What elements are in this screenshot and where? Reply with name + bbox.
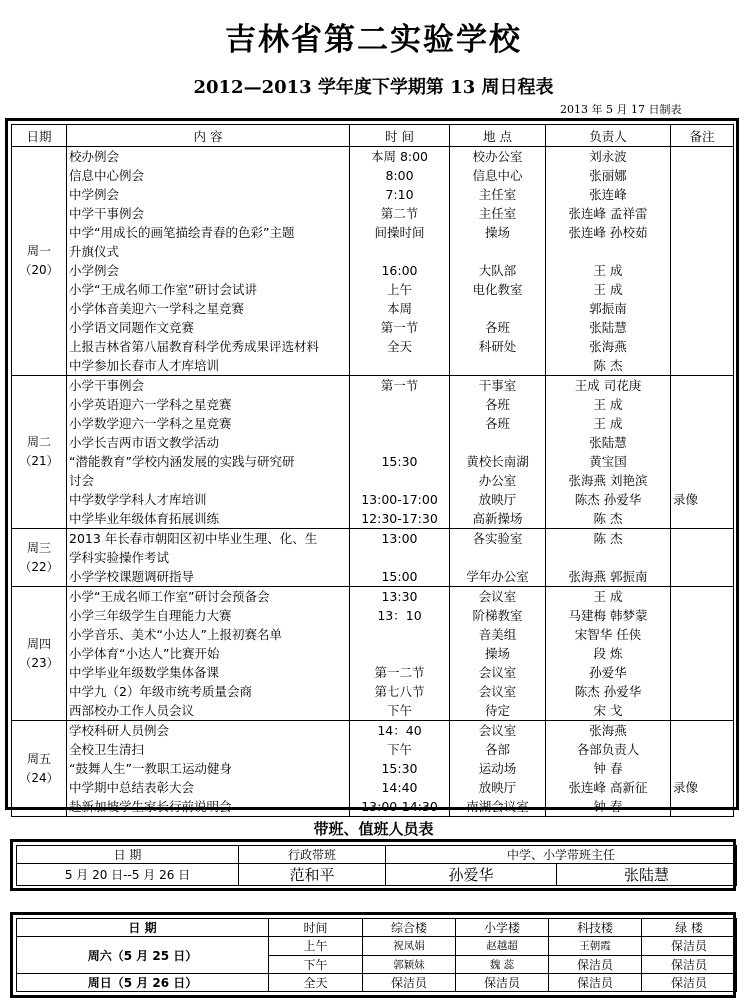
event-person: 张连峰 高新征: [568, 780, 648, 795]
event-place: 主任室: [478, 187, 517, 202]
event-person: 张连峰 孙校茹: [568, 225, 648, 240]
event-note: [673, 452, 731, 471]
event-content: 上报吉林省第八届教育科学优秀成果评选材料: [69, 339, 320, 354]
event-time: 全天: [386, 339, 412, 354]
person-cell: [546, 147, 671, 376]
event-content: 小学干事例会: [69, 378, 145, 393]
event-note: [673, 185, 731, 204]
event-place: 会议室: [478, 589, 517, 604]
event-place: [452, 299, 543, 318]
event-content: 小学例会: [69, 263, 120, 278]
event-place: [452, 548, 543, 567]
made-date: 2013 年 5 月 17 日制表: [560, 103, 682, 116]
day-block: [12, 147, 734, 376]
duty-row: [17, 864, 737, 886]
event-note: [673, 395, 731, 414]
event-note: [673, 606, 731, 625]
event-content: 小学语文同题作文竞赛: [69, 320, 195, 335]
event-content: 中学“用成长的画笔描绘青春的色彩”主题: [69, 225, 295, 240]
event-note: [673, 663, 731, 682]
event-content: 中学期中总结表彰大会: [69, 780, 195, 795]
event-place: 南湖会议室: [466, 799, 529, 814]
schedule-frame: [5, 118, 739, 814]
event-content: 小学音乐、美术“小达人”上报初赛名单: [69, 627, 282, 642]
event-person: 王 成: [593, 589, 623, 604]
event-content: 小学体音美迎六一学科之星竞赛: [69, 301, 245, 316]
event-place: 各班: [484, 416, 510, 431]
time-cell: [350, 376, 450, 529]
event-time: [352, 414, 447, 433]
event-place: 音美组: [478, 627, 517, 642]
event-time: 16:00: [381, 263, 418, 278]
event-time: 14:40: [381, 780, 418, 795]
event-note: [673, 567, 731, 586]
event-content: 西部校办工作人员会议: [69, 703, 195, 718]
event-place: 学年办公室: [466, 569, 529, 584]
event-time: 15:30: [381, 761, 418, 776]
event-time: [352, 625, 447, 644]
wk-header-date: 日 期: [17, 919, 269, 937]
event-place: 黄校长南湖: [466, 454, 529, 469]
event-note: [673, 223, 731, 242]
event-content: 中学干事例会: [69, 206, 145, 221]
note-cell: [671, 721, 734, 817]
event-person: 各部负责人: [576, 742, 640, 757]
wk-sun-d: 保洁员: [642, 973, 737, 991]
event-content: 中学数学学科人才库培训: [69, 492, 207, 507]
event-content: 学科实验操作考试: [69, 550, 170, 565]
weekend-duty-table: [16, 918, 737, 992]
wk-sat-pm-c: 保洁员: [549, 955, 642, 973]
wk-sun-c: 保洁员: [549, 973, 642, 991]
event-time: 第七八节: [374, 684, 425, 699]
day-number: （22）: [19, 559, 59, 574]
event-place: 信息中心: [472, 168, 523, 183]
event-person: 张连峰: [589, 187, 627, 202]
event-time: 第一节: [380, 378, 419, 393]
wk-header-time: 时间: [269, 919, 363, 937]
event-place: 办公室: [478, 473, 517, 488]
event-content: 中学例会: [69, 187, 120, 202]
time-cell: [350, 721, 450, 817]
duty-frame: [10, 839, 736, 891]
event-person: 段 炼: [593, 646, 623, 661]
event-person: 王 成: [593, 397, 623, 412]
event-note: [673, 471, 731, 490]
event-time: [352, 548, 447, 567]
note-cell: [671, 376, 734, 529]
wk-sat-am-b: 赵越超: [456, 937, 549, 955]
event-note: [673, 548, 731, 567]
event-content: 中学毕业年级数学集体备课: [69, 665, 220, 680]
event-note: [673, 529, 731, 548]
event-content: 中学毕业年级体育拓展训练: [69, 511, 220, 526]
event-note: [673, 433, 731, 452]
event-time: [352, 242, 447, 261]
time-cell: [350, 529, 450, 587]
event-person: 钟 春: [593, 761, 623, 776]
event-note: [673, 376, 731, 395]
event-place: 校办公室: [472, 149, 523, 164]
day-label: [12, 721, 67, 817]
day-name: 周四: [26, 636, 51, 651]
col-header-date: 日期: [12, 125, 67, 147]
wk-sun-date: 周日（5 月 26 日）: [17, 973, 269, 991]
weekend-sat-am-row: [17, 937, 737, 955]
event-place: 待定: [484, 703, 510, 718]
event-note: [673, 740, 731, 759]
event-place: 科研处: [478, 339, 517, 354]
event-place: 操场: [484, 225, 510, 240]
weekend-sun-row: [17, 973, 737, 991]
event-person: 张连峰 孟祥雷: [568, 206, 648, 221]
event-time: 第一节: [380, 320, 419, 335]
event-place: 放映厅: [478, 780, 517, 795]
event-person: 张海燕: [589, 723, 627, 738]
wk-sat-am-a: 祝凤娟: [363, 937, 456, 955]
event-content: “潜能教育”学校内涵发展的实践与研究研: [69, 454, 295, 469]
event-time: 13:00-17:00: [361, 492, 438, 507]
event-content: 2013 年长春市朝阳区初中毕业生理、化、生: [69, 531, 318, 546]
schedule-header-row: [12, 125, 734, 147]
event-note: [673, 644, 731, 663]
duty-table-title: 带班、值班人员表: [313, 820, 434, 838]
event-place: 干事室: [478, 378, 517, 393]
event-place: 各班: [484, 320, 510, 335]
duty-primary-teacher: 张陆慧: [557, 864, 737, 886]
event-content: 小学数学迎六一学科之星竞赛: [69, 416, 232, 431]
event-place: [452, 433, 543, 452]
event-content: 小学长吉两市语文教学活动: [69, 435, 220, 450]
duty-header-row: [17, 846, 737, 864]
duty-middle-teacher: 孙爱华: [386, 864, 557, 886]
school-title: 吉林省第二实验学校: [225, 22, 522, 58]
event-person: 张海燕 刘艳滨: [568, 473, 648, 488]
event-place: 电化教室: [472, 282, 523, 297]
col-header-person: 负责人: [546, 125, 671, 147]
wk-sat-am-c: 王朝霞: [549, 937, 642, 955]
event-content: 赴新加坡学生家长行前说明会: [69, 799, 232, 814]
wk-header-building-d: 绿 楼: [642, 919, 737, 937]
event-note: [673, 299, 731, 318]
event-person: 王成 司花庚: [574, 378, 642, 393]
event-content: 中学参加长春市人才库培训: [69, 358, 220, 373]
event-content: “鼓舞人生”一教职工运动健身: [69, 761, 232, 776]
event-content: 小学“王成名师工作室”研讨会预备会: [69, 589, 270, 604]
event-time: 本周 8:00: [370, 149, 429, 164]
day-block: [12, 376, 734, 529]
event-note: [673, 242, 731, 261]
day-label: [12, 376, 67, 529]
event-time: 7:10: [385, 187, 414, 202]
note-cell: [671, 587, 734, 721]
event-time: [352, 471, 447, 490]
day-name: 周二: [26, 435, 51, 449]
event-person: 宋 戈: [593, 703, 623, 718]
event-person: 张陆慧: [589, 435, 627, 450]
day-number: （20）: [19, 263, 59, 277]
event-note: [673, 147, 731, 166]
place-cell: [450, 376, 546, 529]
event-time: 间操时间: [374, 225, 425, 240]
event-place: 运动场: [478, 761, 517, 776]
event-content: 小学体育“小达人”比赛开始: [69, 646, 220, 661]
event-person: 孙爱华: [589, 665, 627, 680]
day-number: （23）: [19, 655, 59, 670]
event-place: 各部: [484, 742, 510, 757]
wk-sun-b: 保洁员: [456, 973, 549, 991]
day-name: 周三: [26, 540, 51, 555]
wk-header-building-c: 科技楼: [549, 919, 642, 937]
event-person: 陈 杰: [593, 511, 623, 526]
event-person: 陈杰 孙爱华: [574, 684, 642, 699]
event-content: 小学英语迎六一学科之星竞赛: [69, 397, 232, 412]
day-number: （21）: [19, 454, 59, 468]
event-note: [673, 587, 731, 606]
event-place: 阶梯教室: [472, 608, 523, 623]
wk-sat-am-d: 保洁员: [642, 937, 737, 955]
event-content: 校办例会: [69, 149, 120, 164]
duty-header-teachers: 中学、小学带班主任: [386, 846, 737, 864]
event-content: 全校卫生清扫: [69, 742, 145, 757]
content-cell: [67, 147, 350, 376]
event-place: 各班: [484, 397, 510, 412]
event-time: 15:00: [381, 569, 418, 584]
place-cell: [450, 529, 546, 587]
event-note: [673, 414, 731, 433]
col-header-place: 地 点: [450, 125, 546, 147]
note-cell: [671, 147, 734, 376]
event-content: 中学九（2）年级市统考质量会商: [69, 684, 252, 699]
event-person: 王 成: [593, 263, 623, 278]
wk-sat-pm-d: 保洁员: [642, 955, 737, 973]
event-note: 录像: [673, 780, 699, 795]
duty-table: [16, 845, 737, 886]
event-note: 录像: [673, 492, 699, 507]
event-note: [673, 337, 731, 356]
event-person: 陈 杰: [593, 358, 623, 373]
event-person: 马建梅 韩梦蒙: [568, 608, 648, 623]
day-name: 周五: [26, 751, 51, 766]
event-note: [673, 356, 731, 375]
person-cell: [546, 529, 671, 587]
time-cell: [350, 587, 450, 721]
event-time: 13：10: [377, 608, 422, 623]
schedule-subtitle: 2012—2013 学年度下学期第 13 周日程表: [193, 77, 554, 98]
day-block: [12, 721, 734, 817]
event-time: [352, 356, 447, 375]
event-note: [673, 797, 731, 816]
event-time: 13:30: [381, 589, 418, 604]
event-note: [673, 280, 731, 299]
col-header-note: 备注: [671, 125, 734, 147]
place-cell: [450, 721, 546, 817]
event-time: 13:00: [381, 531, 418, 546]
event-content: 小学三年级学生自理能力大赛: [69, 608, 232, 623]
wk-sun-a: 保洁员: [363, 973, 456, 991]
event-person: 陈杰 孙爱华: [574, 492, 642, 507]
event-time: 15:30: [381, 454, 418, 469]
col-header-content: 内 容: [67, 125, 350, 147]
wk-sat-am-time: 上午: [269, 937, 363, 955]
schedule-table: [11, 124, 734, 817]
event-person: 陈 杰: [593, 531, 623, 546]
event-time: 8:00: [385, 168, 414, 183]
event-person: [548, 548, 668, 567]
content-cell: [67, 721, 350, 817]
event-note: [673, 682, 731, 701]
event-place: 主任室: [478, 206, 517, 221]
person-cell: [546, 721, 671, 817]
duty-header-admin: 行政带班: [239, 846, 386, 864]
event-time: 第二节: [380, 206, 419, 221]
content-cell: [67, 587, 350, 721]
wk-sat-pm-time: 下午: [269, 955, 363, 973]
event-time: 14：40: [377, 723, 422, 738]
event-content: 小学“王成名师工作室”研讨会试讲: [69, 282, 257, 297]
event-time: 本周: [386, 301, 412, 316]
event-content: 学校科研人员例会: [69, 723, 170, 738]
event-place: 会议室: [478, 684, 517, 699]
event-person: 张海燕 郭振南: [568, 569, 648, 584]
duty-header-date: 日 期: [17, 846, 239, 864]
event-person: 王 成: [593, 282, 623, 297]
wk-header-building-b: 小学楼: [456, 919, 549, 937]
event-place: [452, 242, 543, 261]
time-cell: [350, 147, 450, 376]
event-note: [673, 759, 731, 778]
place-cell: [450, 147, 546, 376]
place-cell: [450, 587, 546, 721]
event-content: 升旗仪式: [69, 244, 120, 259]
weekend-frame: [10, 912, 736, 998]
wk-sat-date: 周六（5 月 25 日）: [17, 937, 269, 974]
content-cell: [67, 376, 350, 529]
event-note: [673, 509, 731, 528]
event-time: 第一二节: [374, 665, 425, 680]
event-person: 宋智华 任侠: [574, 627, 642, 642]
duty-admin: 范和平: [239, 864, 386, 886]
event-person: 张陆慧: [589, 320, 627, 335]
event-place: 操场: [484, 646, 510, 661]
weekend-header-row: [17, 919, 737, 937]
event-place: 会议室: [478, 665, 517, 680]
event-note: [673, 625, 731, 644]
person-cell: [546, 587, 671, 721]
event-time: 下午: [386, 703, 412, 718]
event-note: [673, 721, 731, 740]
event-place: 会议室: [478, 723, 517, 738]
event-time: [352, 433, 447, 452]
wk-sun-time: 全天: [269, 973, 363, 991]
event-person: 郭振南: [589, 301, 627, 316]
event-content: 信息中心例会: [69, 168, 145, 183]
day-label: [12, 147, 67, 376]
event-note: [673, 166, 731, 185]
event-content: 讨会: [69, 473, 95, 488]
event-note: [673, 318, 731, 337]
event-note: [673, 701, 731, 720]
event-time: [352, 644, 447, 663]
day-label: [12, 587, 67, 721]
event-person: 黄宝国: [589, 454, 627, 469]
day-name: 周一: [26, 244, 51, 258]
event-time: 上午: [386, 282, 412, 297]
event-note: [673, 204, 731, 223]
wk-header-building-a: 综合楼: [363, 919, 456, 937]
day-block: [12, 587, 734, 721]
col-header-time: 时 间: [350, 125, 450, 147]
event-time: 12:30-17:30: [361, 511, 438, 526]
day-label: [12, 529, 67, 587]
event-place: 放映厅: [478, 492, 517, 507]
event-content: 小学学校课题调研指导: [69, 569, 195, 584]
event-person: 张丽娜: [589, 168, 627, 183]
event-person: 王 成: [593, 416, 623, 431]
event-time: [352, 395, 447, 414]
event-place: 大队部: [478, 263, 517, 278]
wk-sat-pm-a: 郭颖妹: [363, 955, 456, 973]
day-number: （24）: [19, 770, 59, 785]
event-person: [548, 242, 668, 261]
event-person: 钟 春: [593, 799, 623, 814]
event-person: 刘永波: [589, 149, 627, 164]
content-cell: [67, 529, 350, 587]
event-note: [673, 261, 731, 280]
duty-date: 5 月 20 日--5 月 26 日: [17, 864, 239, 886]
event-time: 13:00-14:30: [361, 799, 438, 814]
event-place: 高新操场: [472, 511, 523, 526]
note-cell: [671, 529, 734, 587]
event-place: 各实验室: [472, 531, 523, 546]
event-time: 下午: [386, 742, 412, 757]
wk-sat-pm-b: 魏 蕊: [456, 955, 549, 973]
event-person: 张海燕: [589, 339, 627, 354]
event-place: [452, 356, 543, 375]
day-block: [12, 529, 734, 587]
person-cell: [546, 376, 671, 529]
